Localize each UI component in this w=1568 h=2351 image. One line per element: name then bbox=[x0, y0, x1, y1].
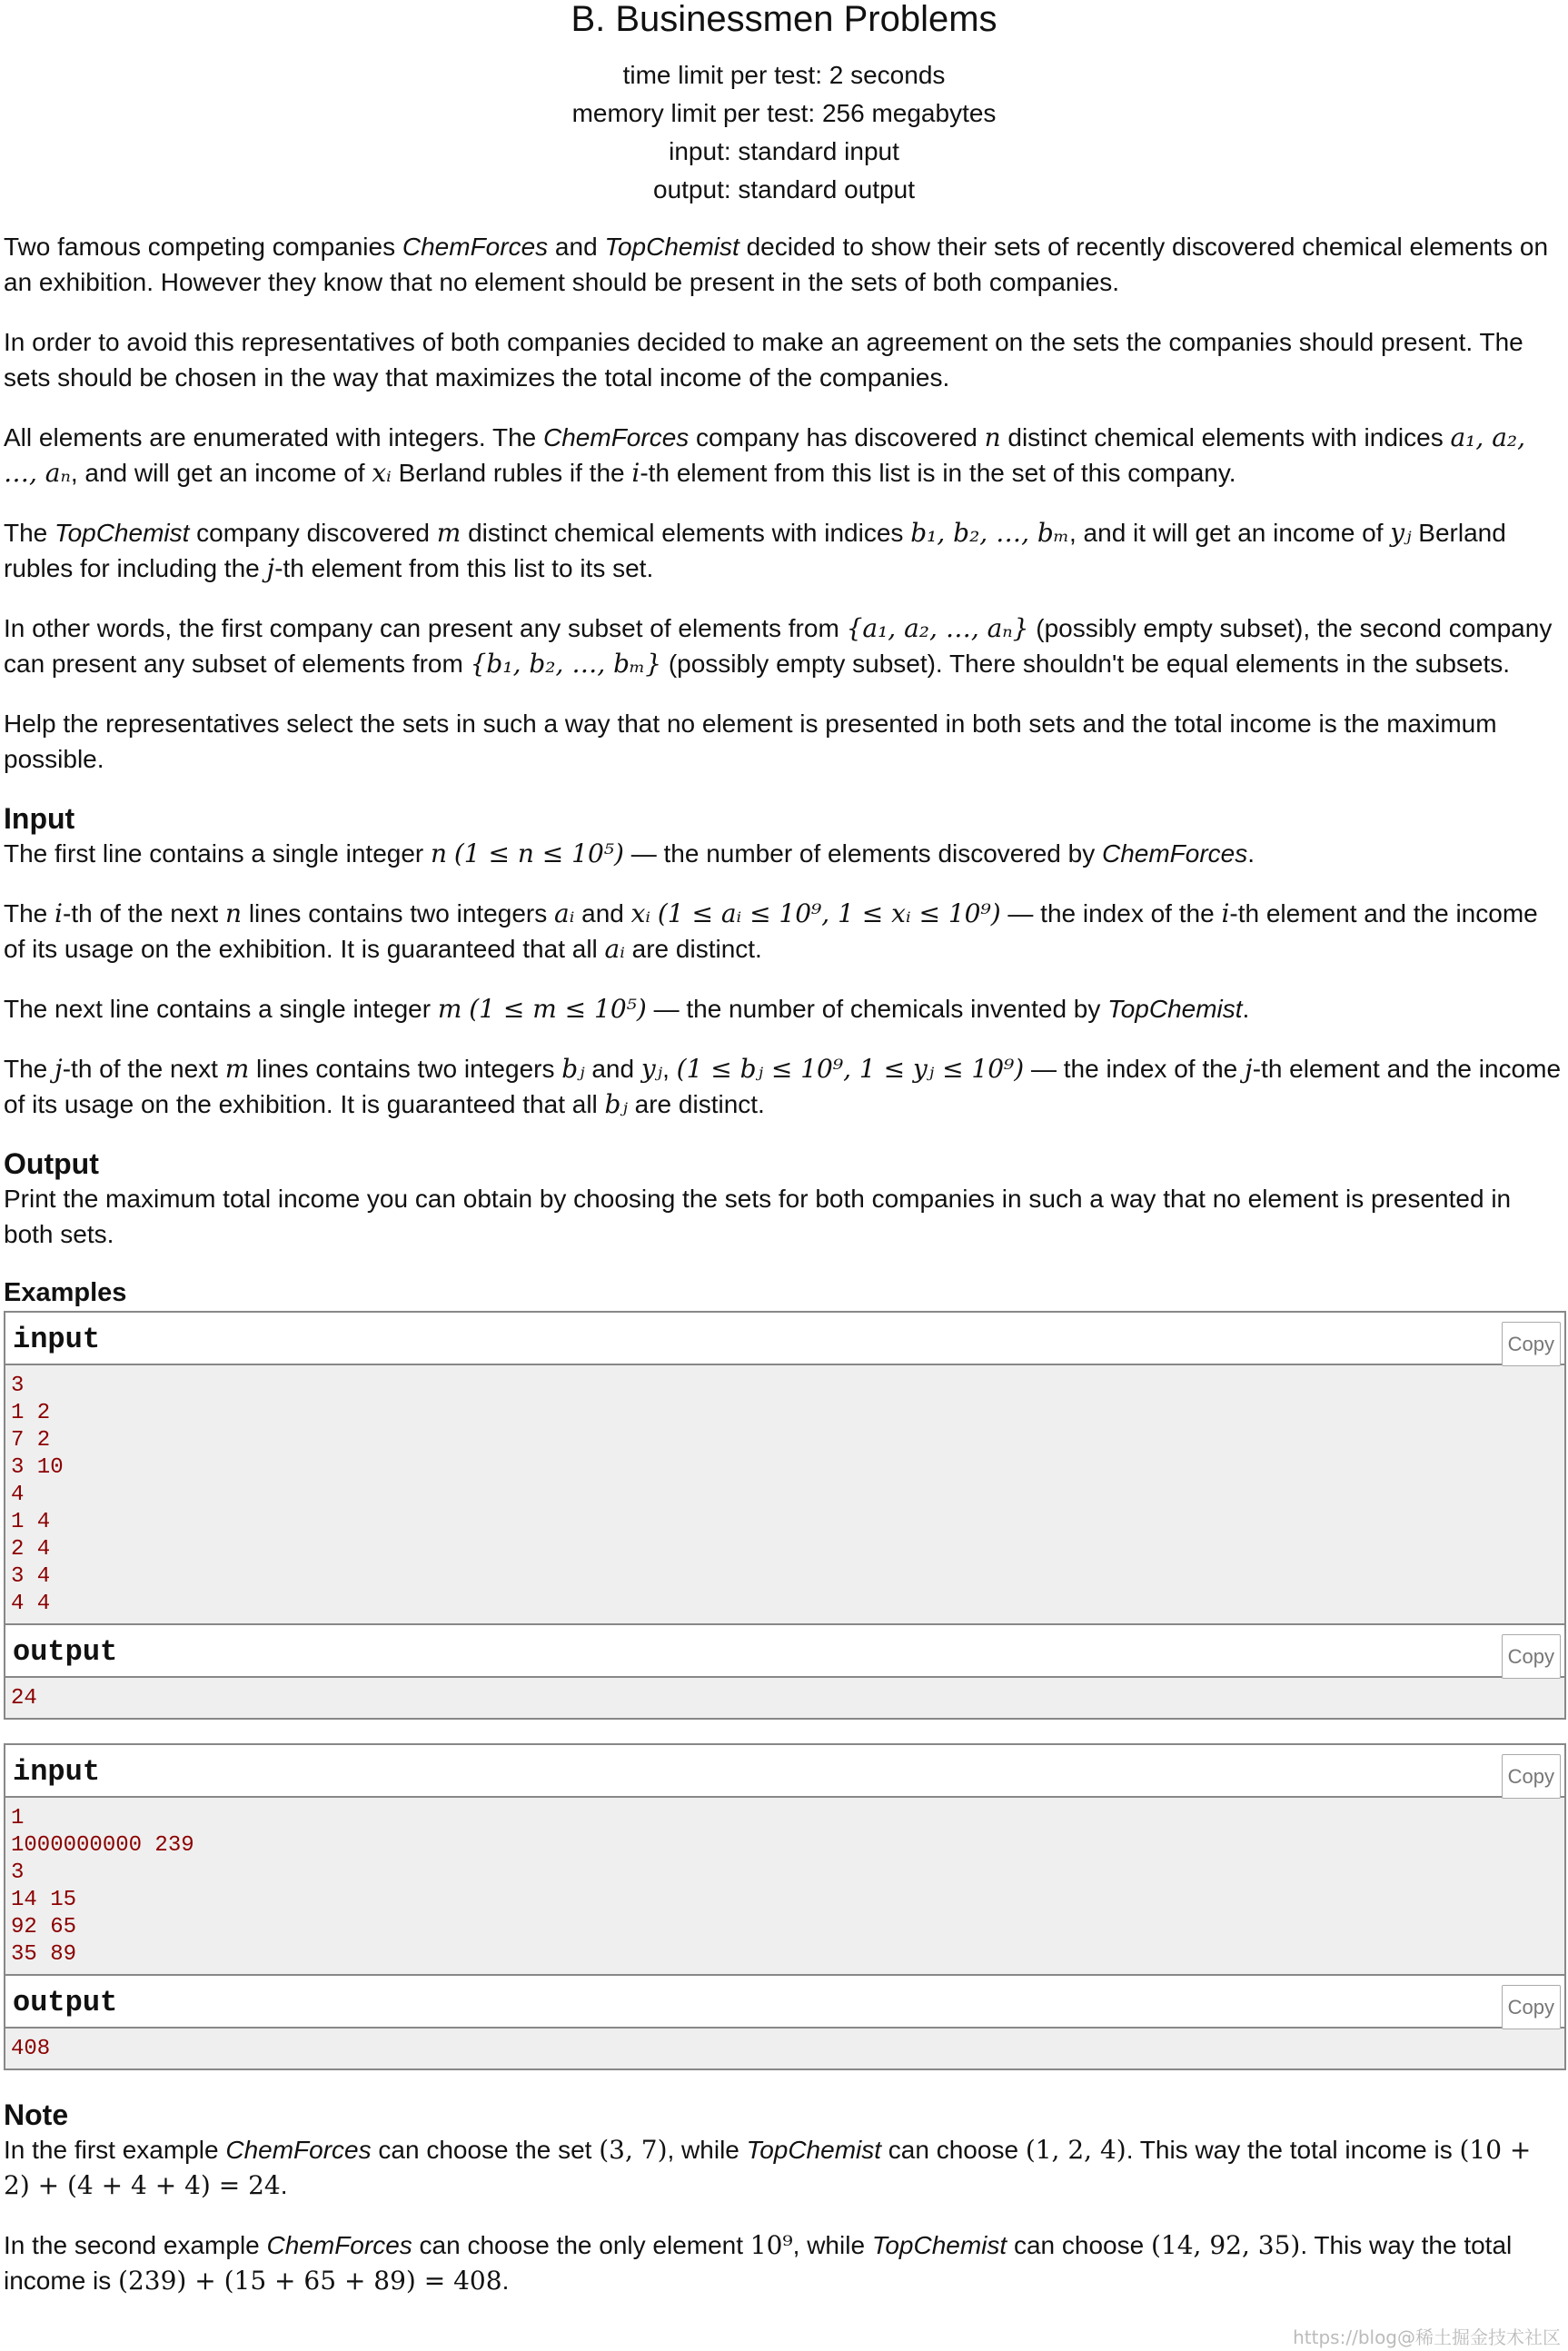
example-output-label: output bbox=[13, 1635, 118, 1669]
text: In the first example bbox=[4, 2136, 226, 2164]
text: company discovered bbox=[189, 519, 437, 547]
math: bⱼ bbox=[604, 1089, 628, 1119]
text: The first line contains a single integer bbox=[4, 839, 432, 868]
math: b₁, b₂, …, bₘ bbox=[910, 518, 1069, 548]
math: i bbox=[1221, 898, 1230, 928]
text: can choose the only element bbox=[412, 2231, 750, 2259]
text: The bbox=[4, 899, 55, 928]
company-name: TopChemist bbox=[1107, 995, 1243, 1023]
problem-statement bbox=[4, 229, 1564, 2323]
input-spec: input: standard input bbox=[669, 137, 899, 165]
output-section bbox=[4, 1146, 1564, 1252]
math: {b₁, b₂, …, bₘ} bbox=[470, 649, 662, 679]
math: j bbox=[266, 553, 275, 583]
statement-paragraph bbox=[4, 610, 1564, 681]
math: bⱼ bbox=[561, 1054, 585, 1084]
company-name: ChemForces bbox=[225, 2136, 372, 2164]
input-paragraph bbox=[4, 836, 1564, 871]
constraint: (1 ≤ n ≤ 10⁵) bbox=[453, 838, 624, 868]
example-gap bbox=[4, 1720, 1564, 1741]
text: — the index of the bbox=[1000, 899, 1222, 928]
copy-button[interactable]: Copy bbox=[1502, 1322, 1561, 1366]
text: -th element from this list is in the set of this company. bbox=[640, 459, 1236, 487]
math: yⱼ bbox=[1390, 518, 1412, 548]
math: i bbox=[631, 458, 640, 488]
company-name: TopChemist bbox=[604, 233, 739, 261]
text: lines contains two integers bbox=[249, 1055, 562, 1083]
text: distinct chemical elements with indices bbox=[1000, 423, 1451, 451]
example-input-header bbox=[5, 1745, 1564, 1798]
text: . bbox=[1242, 995, 1250, 1023]
statement-paragraph bbox=[4, 229, 1564, 300]
text: distinct chemical elements with indices bbox=[461, 519, 911, 547]
math: xᵢ bbox=[630, 898, 651, 928]
copy-button[interactable]: Copy bbox=[1502, 1754, 1561, 1799]
text: can choose bbox=[1007, 2231, 1151, 2259]
math: (14, 92, 35) bbox=[1150, 2230, 1301, 2260]
example-output-label: output bbox=[13, 1986, 118, 2019]
text: company has discovered bbox=[689, 423, 985, 451]
math: (3, 7) bbox=[599, 2135, 668, 2165]
math: n bbox=[984, 422, 1001, 452]
text: In the second example bbox=[4, 2231, 267, 2259]
math: xᵢ bbox=[372, 458, 392, 488]
text: . This way the total income is bbox=[1126, 2136, 1460, 2164]
text: In other words, the first company can present any subset of elements from bbox=[4, 614, 847, 642]
examples-title: Examples bbox=[4, 1278, 127, 1307]
example-output-data: 24 bbox=[5, 1678, 1564, 1718]
text: , while bbox=[667, 2136, 747, 2164]
company-name: ChemForces bbox=[266, 2231, 412, 2259]
examples-section bbox=[4, 1276, 1564, 2070]
note-paragraph bbox=[4, 2227, 1564, 2298]
text: are distinct. bbox=[627, 1090, 765, 1118]
company-name: TopChemist bbox=[55, 519, 190, 547]
text: Berland rubles if the bbox=[391, 459, 632, 487]
text: and bbox=[584, 1055, 641, 1083]
math: i bbox=[55, 898, 63, 928]
text: . bbox=[280, 2171, 288, 2199]
text: and bbox=[574, 899, 631, 928]
example-2 bbox=[4, 1743, 1566, 2070]
section-title: Output bbox=[4, 1147, 99, 1180]
text: -th of the next bbox=[63, 899, 225, 928]
section-title: Input bbox=[4, 802, 75, 835]
example-output-header bbox=[5, 1623, 1564, 1678]
text: decided to show their sets of recently discovered chemical elements on an exhibition. However they know that no element should be present in the sets of both companies. bbox=[4, 233, 1549, 296]
company-name: ChemForces bbox=[1101, 839, 1248, 868]
math: (239) + (15 + 65 + 89) = 408 bbox=[118, 2266, 502, 2296]
text: lines contains two integers bbox=[242, 899, 555, 928]
text: All elements are enumerated with integers. The bbox=[4, 423, 544, 451]
math: aᵢ bbox=[604, 934, 625, 964]
text: . This way the total income is bbox=[4, 2231, 1513, 2295]
example-output-data: 408 bbox=[5, 2029, 1564, 2068]
example-input-label: input bbox=[13, 1323, 101, 1356]
text: , while bbox=[792, 2231, 872, 2259]
example-input-header bbox=[5, 1313, 1564, 1365]
math: {a₁, a₂, …, aₙ} bbox=[846, 613, 1029, 643]
output-paragraph: Print the maximum total income you can obtain by choosing the sets for both companies in such a way that no element is presented in both sets. bbox=[4, 1185, 1512, 1248]
input-paragraph bbox=[4, 991, 1564, 1027]
text: and bbox=[548, 233, 605, 261]
example-input-label: input bbox=[13, 1755, 101, 1789]
math: n bbox=[431, 838, 448, 868]
input-paragraph bbox=[4, 1051, 1564, 1122]
text: , and it will get an income of bbox=[1069, 519, 1391, 547]
output-spec: output: standard output bbox=[653, 175, 915, 203]
constraint: (1 ≤ bⱼ ≤ 10⁹, 1 ≤ yⱼ ≤ 10⁹) bbox=[676, 1054, 1025, 1084]
text: , bbox=[662, 1055, 677, 1083]
example-input-data: 3 1 2 7 2 3 10 4 1 4 2 4 3 4 4 4 bbox=[5, 1365, 1564, 1623]
text: — the number of chemicals invented by bbox=[646, 995, 1108, 1023]
math: j bbox=[1245, 1054, 1253, 1084]
statement-paragraph: In order to avoid this representatives of both companies decided to make an agreement on the sets the companies should present. The sets should be chosen in the way that maximizes the total income of the companies. bbox=[4, 328, 1523, 392]
example-output-header bbox=[5, 1974, 1564, 2029]
math: m bbox=[437, 994, 462, 1024]
constraint: (1 ≤ m ≤ 10⁵) bbox=[469, 994, 647, 1024]
text: -th of the next bbox=[62, 1055, 225, 1083]
company-name: TopChemist bbox=[746, 2136, 882, 2164]
copy-button[interactable]: Copy bbox=[1502, 1634, 1561, 1679]
statement-paragraph bbox=[4, 515, 1564, 586]
statement-paragraph bbox=[4, 420, 1564, 491]
text: The bbox=[4, 1055, 55, 1083]
note-section bbox=[4, 2098, 1564, 2298]
math: yⱼ bbox=[640, 1054, 663, 1084]
statement-paragraph: Help the representatives select the sets in such a way that no element is presented in both sets and the total income is the maximum possible. bbox=[4, 709, 1497, 773]
text: (possibly empty subset), the second company can present any subset of elements from bbox=[4, 614, 1553, 678]
problem-title: B. Businessmen Problems bbox=[571, 0, 997, 39]
text: , and will get an income of bbox=[70, 459, 372, 487]
text: can choose bbox=[881, 2136, 1026, 2164]
text: Berland rubles for including the bbox=[4, 519, 1506, 582]
math: n bbox=[225, 898, 243, 928]
copy-button[interactable]: Copy bbox=[1502, 1985, 1561, 2029]
math: (10 + 2) + (4 + 4 + 4) = 24 bbox=[4, 2135, 1532, 2200]
math: 10⁹ bbox=[749, 2230, 793, 2260]
example-input-data: 1 1000000000 239 3 14 15 92 65 35 89 bbox=[5, 1798, 1564, 1974]
input-paragraph bbox=[4, 896, 1564, 967]
company-name: ChemForces bbox=[402, 233, 549, 261]
math: j bbox=[55, 1054, 63, 1084]
math: m bbox=[224, 1054, 250, 1084]
time-limit: time limit per test: 2 seconds bbox=[622, 61, 946, 89]
text: . bbox=[501, 2267, 510, 2295]
company-name: ChemForces bbox=[543, 423, 690, 451]
math: (1, 2, 4) bbox=[1025, 2135, 1126, 2165]
text: -th element and the income of its usage on the exhibition. It is guaranteed that all bbox=[4, 899, 1538, 963]
note-paragraph bbox=[4, 2132, 1564, 2203]
math: aᵢ bbox=[554, 898, 575, 928]
input-section bbox=[4, 801, 1564, 1122]
constraint: (1 ≤ aᵢ ≤ 10⁹, 1 ≤ xᵢ ≤ 10⁹) bbox=[657, 898, 1001, 928]
text: -th element and the income of its usage on the exhibition. It is guaranteed that all bbox=[4, 1055, 1562, 1118]
text: — the index of the bbox=[1024, 1055, 1245, 1083]
math: m bbox=[436, 518, 461, 548]
watermark: https://blog@稀土掘金技术社区 bbox=[1293, 2326, 1561, 2348]
text: (possibly empty subset). There shouldn't be equal elements in the subsets. bbox=[661, 650, 1511, 678]
text: The bbox=[4, 519, 55, 547]
text: can choose the set bbox=[371, 2136, 600, 2164]
text: Two famous competing companies bbox=[4, 233, 402, 261]
text: are distinct. bbox=[624, 935, 762, 963]
memory-limit: memory limit per test: 256 megabytes bbox=[571, 99, 997, 127]
text: The next line contains a single integer bbox=[4, 995, 438, 1023]
section-title: Note bbox=[4, 2098, 69, 2131]
text: . bbox=[1247, 839, 1255, 868]
example-1 bbox=[4, 1311, 1566, 1720]
text: -th element from this list to its set. bbox=[274, 554, 654, 582]
math: a₁, a₂, …, aₙ bbox=[4, 422, 1526, 488]
text: — the number of elements discovered by bbox=[623, 839, 1102, 868]
problem-header bbox=[0, 0, 1568, 209]
company-name: TopChemist bbox=[871, 2231, 1007, 2259]
